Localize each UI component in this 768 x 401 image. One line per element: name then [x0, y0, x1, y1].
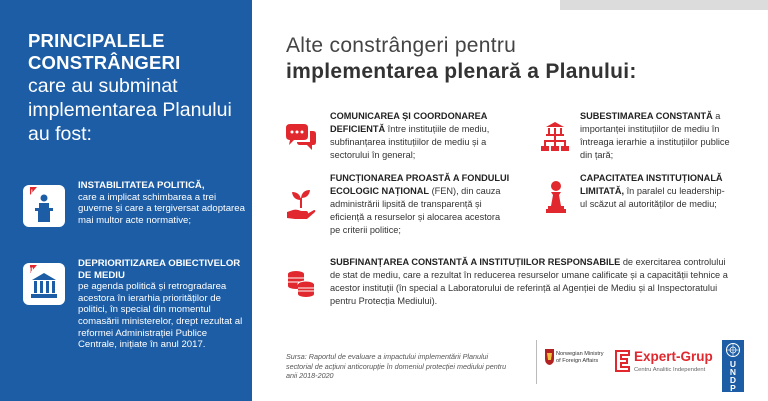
constraint-title: FUNCȚIONAREA PROASTĂ A FONDULUI ECOLOGIC NAȚIONAL [330, 173, 510, 196]
constraint-underestimation [580, 110, 730, 162]
issue-text: pe agenda politică și retrogradarea acestora în ierarhia priorităților de politici, în special din momentul comasării ministerelor, drept rezultat al reformei Administrației Publice Centrale, inițiate în anul 2017. [78, 281, 243, 351]
undp-logo [722, 340, 744, 392]
constraint-title: CAPACITATEA INSTITUȚIONALĂ LIMITATĂ, [580, 173, 723, 196]
podium-icon [20, 182, 68, 230]
speech-bubbles-icon [284, 122, 318, 154]
constraint-text: între instituțiile de mediu, subfinanțarea instituțiilor de mediu și a sectorului în general; [330, 124, 490, 160]
constraint-text: a importanței instituțiilor de mediu în întreaga ierarhie a instituțiilor publice din țară; [580, 111, 730, 160]
constraint-title: SUBESTIMAREA CONSTANTĂ [580, 111, 713, 121]
section-heading-bold: implementarea plenară a Planului: [286, 60, 637, 83]
norway-coat-of-arms-icon [545, 349, 554, 365]
issue-title: INSTABILITATEA POLITICĂ, [78, 180, 205, 191]
issue-number: I. [31, 190, 35, 196]
constraint-communication [330, 110, 512, 162]
main-title-bold: PRINCIPALELE CONSTRÂNGERI [28, 30, 181, 73]
section-heading-light: Alte constrângeri pentru [286, 34, 517, 57]
undp-letter: P [730, 383, 736, 393]
constraint-capacity [580, 172, 730, 211]
undp-letter: D [729, 375, 737, 385]
main-title-rest: care au subminat implementarea Planului au fost: [28, 75, 232, 145]
left-panel [0, 0, 252, 401]
constraint-title: COMUNICAREA ȘI COORDONAREA DEFICIENTĂ [330, 111, 488, 134]
constraint-text: în paralel cu leadership-ul scăzut al autorităților de mediu; [580, 186, 725, 209]
constraint-fen [330, 172, 512, 237]
issue-text: care a implicat schimbarea a trei guverne și care a tergiversat adoptarea mai multor acte normative; [78, 191, 245, 226]
source-note: Sursa: Raportul de evaluare a impactului implementării Planului sectorial de acțiuni anticorupție în domeniul protecției mediului pentru anii 2018-2020 [286, 352, 507, 380]
un-emblem-icon [725, 342, 741, 358]
expert-grup-name: Expert-Grup [634, 349, 713, 364]
expert-grup-logo [614, 347, 714, 377]
expert-grup-subtitle: Centru Analitic Independent [634, 367, 706, 373]
constraint-text: (FEN), din cauza administrării lipsită de transparență și eficiență a resurselor și alocarea acestora pe criterii politice; [330, 186, 501, 235]
norway-ministry-logo [545, 346, 605, 378]
plant-in-hand-icon [285, 188, 317, 222]
issue-title: DEPRIORITIZAREA OBIECTIVELOR DE MEDIU [78, 258, 241, 281]
issue-number: II. [30, 268, 36, 274]
expert-grup-mark-icon [614, 349, 632, 373]
constraint-text: de exercitarea controlului de stat de mediu, care a rezultat în reducerea resurselor umane calificate și a capacității tehnice a acestor instituții (în special a Laboratorului de referință al Agenției de Mediu și al Inspectoratului pentru Protecția Mediului). [330, 257, 728, 306]
chess-pawn-icon [543, 180, 569, 214]
undp-letter: N [729, 367, 737, 377]
coin-stack-icon [286, 268, 316, 298]
constraint-title: SUBFINANȚAREA CONSTANTĂ A INSTITUȚIILOR RESPONSABILE [330, 257, 621, 267]
footer-divider [536, 340, 537, 384]
institution-icon [20, 260, 68, 308]
hierarchy-icon [540, 120, 570, 152]
constraint-underfunding [330, 256, 730, 308]
undp-letter: U [729, 359, 737, 369]
norway-ministry-text: Norwegian Ministry of Foreign Affairs [556, 351, 604, 364]
top-decor-bar [560, 0, 768, 10]
